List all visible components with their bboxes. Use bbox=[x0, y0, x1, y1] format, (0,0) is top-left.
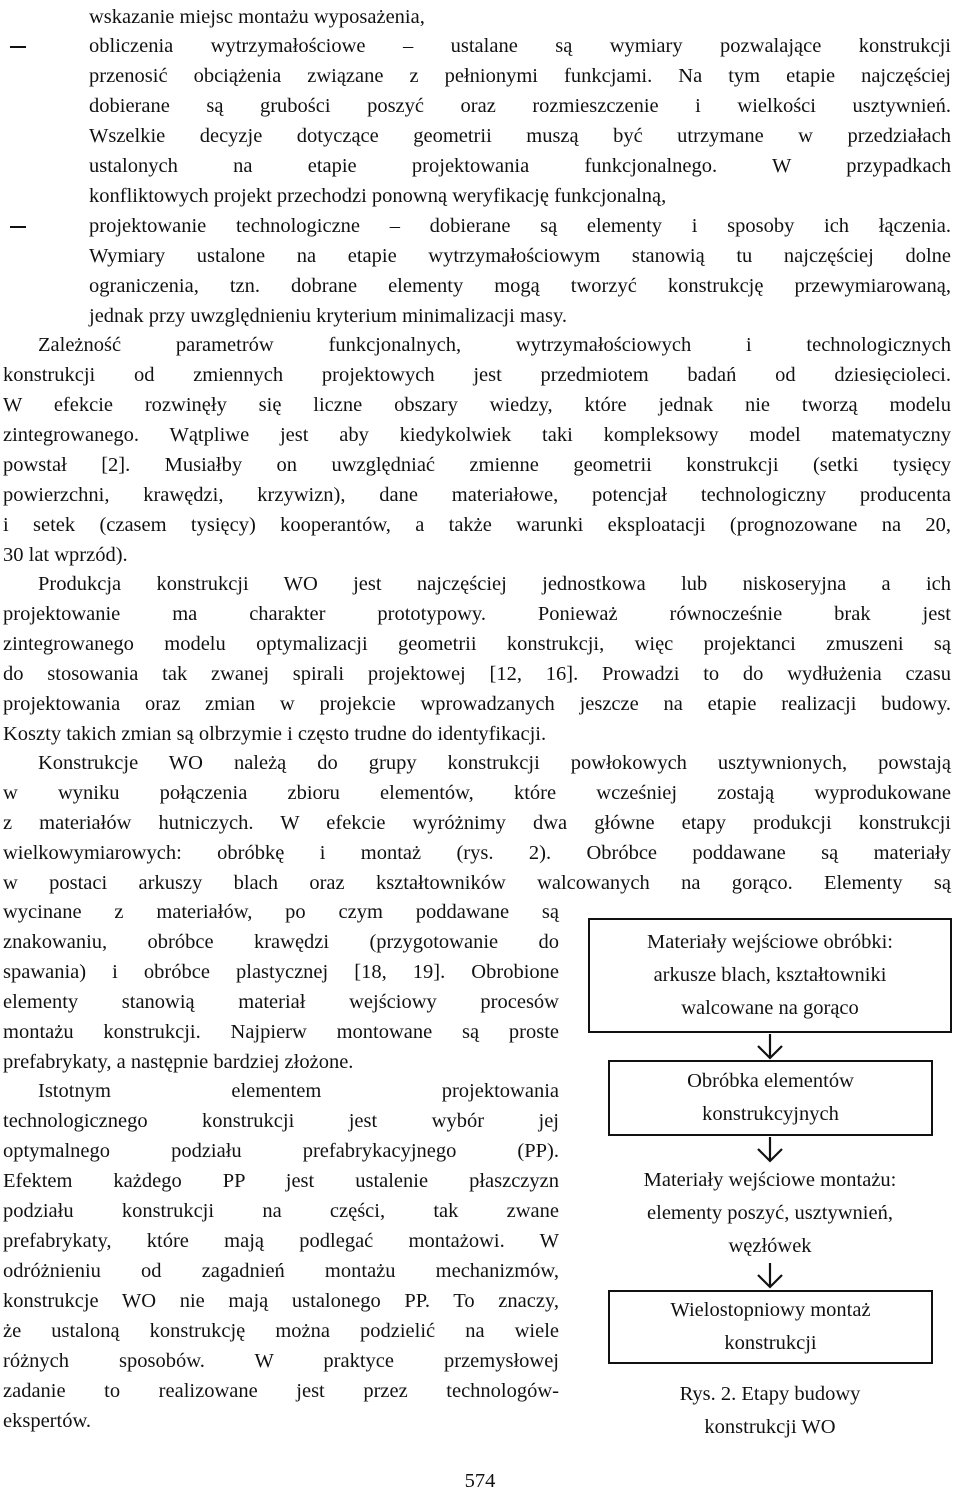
paragraph-3-line: wielkowymiarowych: obróbkę i montaż (rys. 2). Obróbce poddawane są materiały bbox=[3, 842, 951, 864]
list-dash bbox=[10, 226, 26, 228]
box-line: konstrukcyjnych bbox=[702, 1103, 839, 1125]
caption-line: konstrukcji WO bbox=[704, 1416, 836, 1438]
paragraph-3-line: spawania) i obróbce plastycznej [18, 19]. Obrobione bbox=[3, 961, 559, 983]
list-dash bbox=[10, 46, 26, 48]
down-arrow-icon bbox=[752, 1263, 788, 1289]
paragraph-3-line: w wyniku połączenia zbioru elementów, które wcześniej zostają wyprodukowane bbox=[3, 782, 951, 804]
paragraph-3-line: w postaci arkuszy blach oraz kształtowników walcowanych na gorąco. Elementy są bbox=[3, 872, 951, 894]
paragraph-2-line: Produkcja konstrukcji WO jest najczęściej jednostkowa lub niskoseryjna a ich bbox=[38, 573, 951, 595]
paragraph-1-line: konstrukcji od zmiennych projektowych jest przedmiotem badań od dziesięcioleci. bbox=[3, 364, 951, 386]
paragraph-3-line: prefabrykaty, a następnie bardziej złożone. bbox=[3, 1051, 354, 1073]
box-line: Materiały wejściowe obróbki: bbox=[647, 931, 893, 953]
list-item-1: wskazanie miejsc montażu wyposażenia, bbox=[89, 6, 425, 28]
paragraph-4-line: podziału konstrukcji na części, tak zwane bbox=[3, 1200, 559, 1222]
paragraph-1-line: 30 lat wprzód). bbox=[3, 544, 128, 566]
paragraph-4-line: różnych sposobów. W praktyce przemysłowej bbox=[3, 1350, 559, 1372]
list-item-3-line: projektowanie technologiczne – dobierane są elementy i sposoby ich łączenia. bbox=[89, 215, 951, 237]
paragraph-4-line: konstrukcje WO nie mają ustalonego PP. To znaczy, bbox=[3, 1290, 559, 1312]
paragraph-1-line: W efekcie rozwinęły się liczne obszary wiedzy, które jednak nie tworzą modelu bbox=[3, 394, 951, 416]
figure-box-input-materials bbox=[588, 918, 952, 1033]
paragraph-4-line: ekspertów. bbox=[3, 1410, 92, 1432]
list-item-2-line: Wszelkie decyzje dotyczące geometrii muszą być utrzymane w przedziałach bbox=[89, 125, 951, 147]
list-item-2-line: ustalonych na etapie projektowania funkcjonalnego. W przypadkach bbox=[89, 155, 951, 177]
paragraph-4-line: odróżnieniu od zagadnień montażu mechanizmów, bbox=[3, 1260, 559, 1282]
caption-line: Rys. 2. Etapy budowy bbox=[679, 1383, 861, 1405]
figure-box-processing bbox=[608, 1060, 933, 1136]
paragraph-4-line: technologicznego konstrukcji jest wybór jej bbox=[3, 1110, 559, 1132]
box-line: Wielostopniowy montaż bbox=[670, 1299, 871, 1321]
paragraph-4-line: Istotnym elementem projektowania bbox=[38, 1080, 559, 1102]
box-line: walcowane na gorąco bbox=[681, 997, 859, 1019]
page-number: 574 bbox=[464, 1470, 496, 1492]
paragraph-3-line: elementy stanowią materiał wejściowy procesów bbox=[3, 991, 559, 1013]
box-line: elementy poszyć, usztywnień, bbox=[647, 1202, 893, 1224]
box-line: Materiały wejściowe montażu: bbox=[643, 1169, 897, 1191]
list-item-3-line: ograniczenia, tzn. dobrane elementy mogą tworzyć konstrukcję przewymiarowaną, bbox=[89, 275, 951, 297]
list-item-2-line: przenosić obciążenia związane z pełnionymi funkcjami. Na tym etapie najczęściej bbox=[89, 65, 951, 87]
list-item-2-line: obliczenia wytrzymałościowe – ustalane są wymiary pozwalające konstrukcji bbox=[89, 35, 951, 57]
figure-box-assembly bbox=[608, 1290, 933, 1364]
paragraph-4-line: prefabrykaty, które mają podlegać montażowi. W bbox=[3, 1230, 559, 1252]
paragraph-1-line: zintegrowanego. Wątpliwe jest aby kiedykolwiek taki kompleksowy model matematyczny bbox=[3, 424, 951, 446]
paragraph-2-line: Koszty takich zmian są olbrzymie i często trudne do identyfikacji. bbox=[3, 723, 547, 745]
paragraph-2-line: do stosowania tak zwanej spirali projektowej [12, 16]. Prowadzi to do wydłużenia czasu bbox=[3, 663, 951, 685]
paragraph-4-line: zadanie to realizowane jest przez technologów- bbox=[3, 1380, 559, 1402]
list-item-2-line: konfliktowych projekt przechodzi ponowną weryfikację funkcjonalną, bbox=[89, 185, 667, 207]
list-item-2-line: dobierane są grubości poszyć oraz rozmieszczenie i wielkości usztywnień. bbox=[89, 95, 951, 117]
box-line: Obróbka elementów bbox=[687, 1070, 854, 1092]
paragraph-3-line: Konstrukcje WO należą do grupy konstrukcji powłokowych usztywnionych, powstają bbox=[38, 752, 951, 774]
paragraph-1-line: powstał [2]. Musiałby on uwzględniać zmienne geometrii konstrukcji (setki tysięcy bbox=[3, 454, 951, 476]
list-item-3-line: Wymiary ustalone na etapie wytrzymałościowym stanowią tu najczęściej dolne bbox=[89, 245, 951, 267]
paragraph-2-line: zintegrowanego modelu optymalizacji geometrii konstrukcji, więc projektanci zmuszeni są bbox=[3, 633, 951, 655]
paragraph-1-line: powierzchni, krawędzi, krzywizn), dane materiałowe, potencjał technologiczny producenta bbox=[3, 484, 951, 506]
down-arrow-icon bbox=[752, 1137, 788, 1163]
box-line: arkusze blach, kształtowniki bbox=[653, 964, 887, 986]
paragraph-1-line: i setek (czasem tysięcy) kooperantów, a także warunki eksploatacji (prognozowane na 20, bbox=[3, 514, 951, 536]
paragraph-4-line: Efektem każdego PP jest ustalenie płaszczyzn bbox=[3, 1170, 559, 1192]
paragraph-3-line: znakowaniu, obróbce krawędzi (przygotowanie do bbox=[3, 931, 559, 953]
list-item-3-line: jednak przy uwzględnieniu kryterium minimalizacji masy. bbox=[89, 305, 567, 327]
paragraph-2-line: projektowania oraz zmian w projekcie wprowadzanych jeszcze na etapie realizacji budowy. bbox=[3, 693, 951, 715]
figure-caption bbox=[588, 1378, 952, 1444]
paragraph-2-line: projektowanie ma charakter prototypowy. Ponieważ równocześnie brak jest bbox=[3, 603, 951, 625]
paragraph-1-line: Zależność parametrów funkcjonalnych, wytrzymałościowych i technologicznych bbox=[38, 334, 951, 356]
paragraph-4-line: że ustaloną konstrukcję można podzielić na wiele bbox=[3, 1320, 559, 1342]
figure-text-assembly-materials bbox=[588, 1164, 952, 1263]
box-line: konstrukcji bbox=[724, 1332, 817, 1354]
paragraph-3-line: z materiałów hutniczych. W efekcie wyróżnimy dwa główne etapy produkcji konstrukcji bbox=[3, 812, 951, 834]
paragraph-3-line: wycinane z materiałów, po czym poddawane są bbox=[3, 901, 559, 923]
paragraph-4-line: optymalnego podziału prefabrykacyjnego (PP). bbox=[3, 1140, 559, 1162]
down-arrow-icon bbox=[752, 1034, 788, 1060]
box-line: węzłówek bbox=[728, 1235, 812, 1257]
paragraph-3-line: montażu konstrukcji. Najpierw montowane są proste bbox=[3, 1021, 559, 1043]
